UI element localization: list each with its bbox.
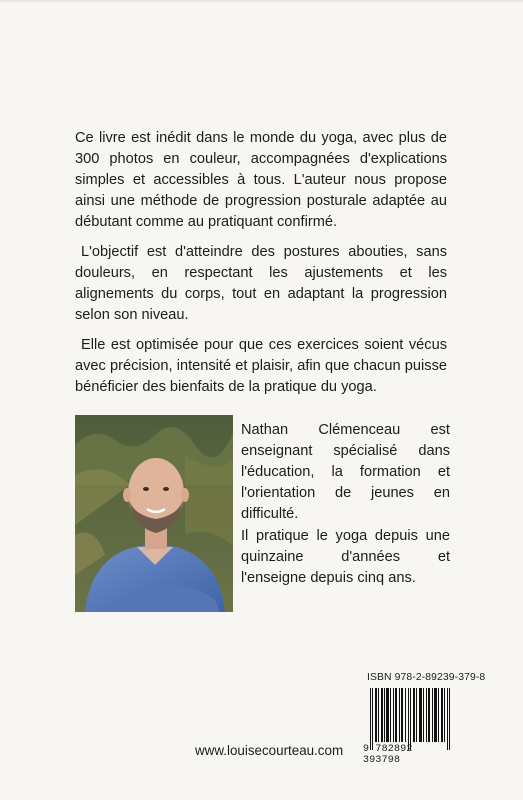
barcode-digits: 9 782892 393798 — [363, 744, 413, 766]
description-paragraph-3: Elle est optimisée pour que ces exercices soient vécus avec précision, intensité et plaisir, afin que chacun puisse bénéficier des bienfaits de la pratique du yoga. — [75, 337, 447, 395]
description-paragraph-1: Ce livre est inédit dans le monde du yoga, avec plus de 300 photos en couleur, accompagnées d'explications simples et accessibles à tous. L'auteur nous propose ainsi une méthode de progression posturale adaptée au débutant comme au pratiquant confirmé. — [75, 130, 447, 230]
isbn-label: ISBN 978-2-89239-379-8 — [367, 672, 486, 683]
description-paragraph-2: L'objectif est d'atteindre des postures abouties, sans douleurs, en respectant les ajustements et les alignements du corps, tout en adaptant la progression selon son niveau. — [75, 244, 447, 323]
bio-paragraph-2: Il pratique le yoga depuis une quinzaine d'années et l'enseigne depuis cinq ans. — [241, 528, 450, 586]
bio-paragraph-1: Nathan Clémenceau est enseignant spécialisé dans l'éducation, la formation et l'orientation de jeunes en difficulté. — [241, 422, 450, 522]
author-photo — [75, 415, 233, 612]
author-bio — [241, 420, 450, 589]
publisher-website[interactable]: www.louisecourteau.com — [195, 743, 344, 758]
top-edge — [0, 0, 523, 2]
book-description — [75, 128, 447, 407]
barcode-icon — [370, 688, 450, 750]
